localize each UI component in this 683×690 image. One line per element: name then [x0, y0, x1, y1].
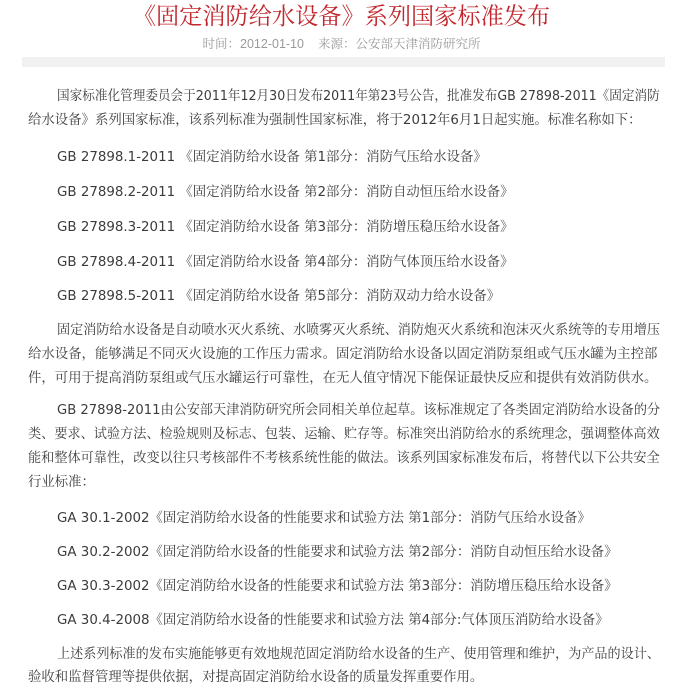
- gb-standard-item: GB 27898.1-2011 《固定消防给水设备 第1部分：消防气压给水设备》: [57, 150, 487, 165]
- paragraph-line: 给水设备，能够满足不同灭火设施的工作压力需求。固定消防给水设备以固定消防泵组或气压水罐为主控部: [28, 347, 658, 362]
- gb-standard-item: GB 27898.4-2011 《固定消防给水设备 第4部分：消防气体顶压给水设备》: [57, 255, 514, 270]
- ga-standard-item: GA 30.3-2002《固定消防给水设备的性能要求和试验方法 第3部分：消防增压稳压给水设备》: [57, 579, 618, 594]
- article-title: 《固定消防给水设备》系列国家标准发布: [132, 3, 551, 30]
- publish-date: 2012-01-10: [240, 37, 304, 51]
- ga-standard-item: GA 30.1-2002《固定消防给水设备的性能要求和试验方法 第1部分：消防气压给水设备》: [57, 511, 591, 526]
- paragraph-line: 给水设备》系列国家标准，该系列标准为强制性国家标准，将于2012年6月1日起实施。标准名称如下：: [28, 113, 642, 128]
- paragraph-line: 上述系列标准的发布实施能够更有效地规范固定消防给水设备的生产、使用管理和维护，为产品的设计、: [57, 647, 660, 662]
- header-divider-band: [22, 57, 665, 67]
- time-label: 时间：: [202, 36, 241, 51]
- paragraph-line: 国家标准化管理委员会于2011年12月30日发布2011年第23号公告，批准发布GB 27898-2011《固定消防: [57, 89, 660, 104]
- source-value: 公安部天津消防研究所: [355, 36, 481, 51]
- ga-standard-item: GA 30.4-2008《固定消防给水设备的性能要求和试验方法 第4部分:气体顶压消防给水设备》: [57, 613, 609, 628]
- paragraph-line: 行业标准：: [28, 475, 95, 490]
- gb-standard-item: GB 27898.3-2011 《固定消防给水设备 第3部分：消防增压稳压给水设备》: [57, 220, 514, 235]
- paragraph-line: 能和整体可靠性，改变以往只考核部件不考核系统性能的做法。该系列国家标准发布后，将替代以下公共安全: [28, 451, 660, 466]
- paragraph-line: 验收和监督管理等提供依据，对提高固定消防给水设备的质量发挥重要作用。: [28, 670, 484, 685]
- source-label: 来源：: [317, 36, 356, 51]
- gb-standard-item: GB 27898.5-2011 《固定消防给水设备 第5部分：消防双动力给水设备》: [57, 289, 501, 304]
- paragraph-line: 件，可用于提高消防泵组或气压水罐运行可靠性，在无人值守情况下能保证最快反应和提供有效消防供水。: [28, 371, 658, 386]
- article-meta: [0, 35, 683, 53]
- ga-standard-item: GA 30.2-2002《固定消防给水设备的性能要求和试验方法 第2部分：消防自动恒压给水设备》: [57, 545, 618, 560]
- paragraph-line: 固定消防给水设备是自动喷水灭火系统、水喷雾灭火系统、消防炮灭火系统和泡沫灭火系统等的专用增压: [57, 323, 660, 338]
- gb-standard-item: GB 27898.2-2011 《固定消防给水设备 第2部分：消防自动恒压给水设备》: [57, 185, 514, 200]
- paragraph-line: GB 27898-2011由公安部天津消防研究所会同相关单位起草。该标准规定了各类固定消防给水设备的分: [57, 403, 661, 418]
- paragraph-line: 类、要求、试验方法、检验规则及标志、包装、运输、贮存等。标准突出消防给水的系统理念，强调整体高效: [28, 427, 660, 442]
